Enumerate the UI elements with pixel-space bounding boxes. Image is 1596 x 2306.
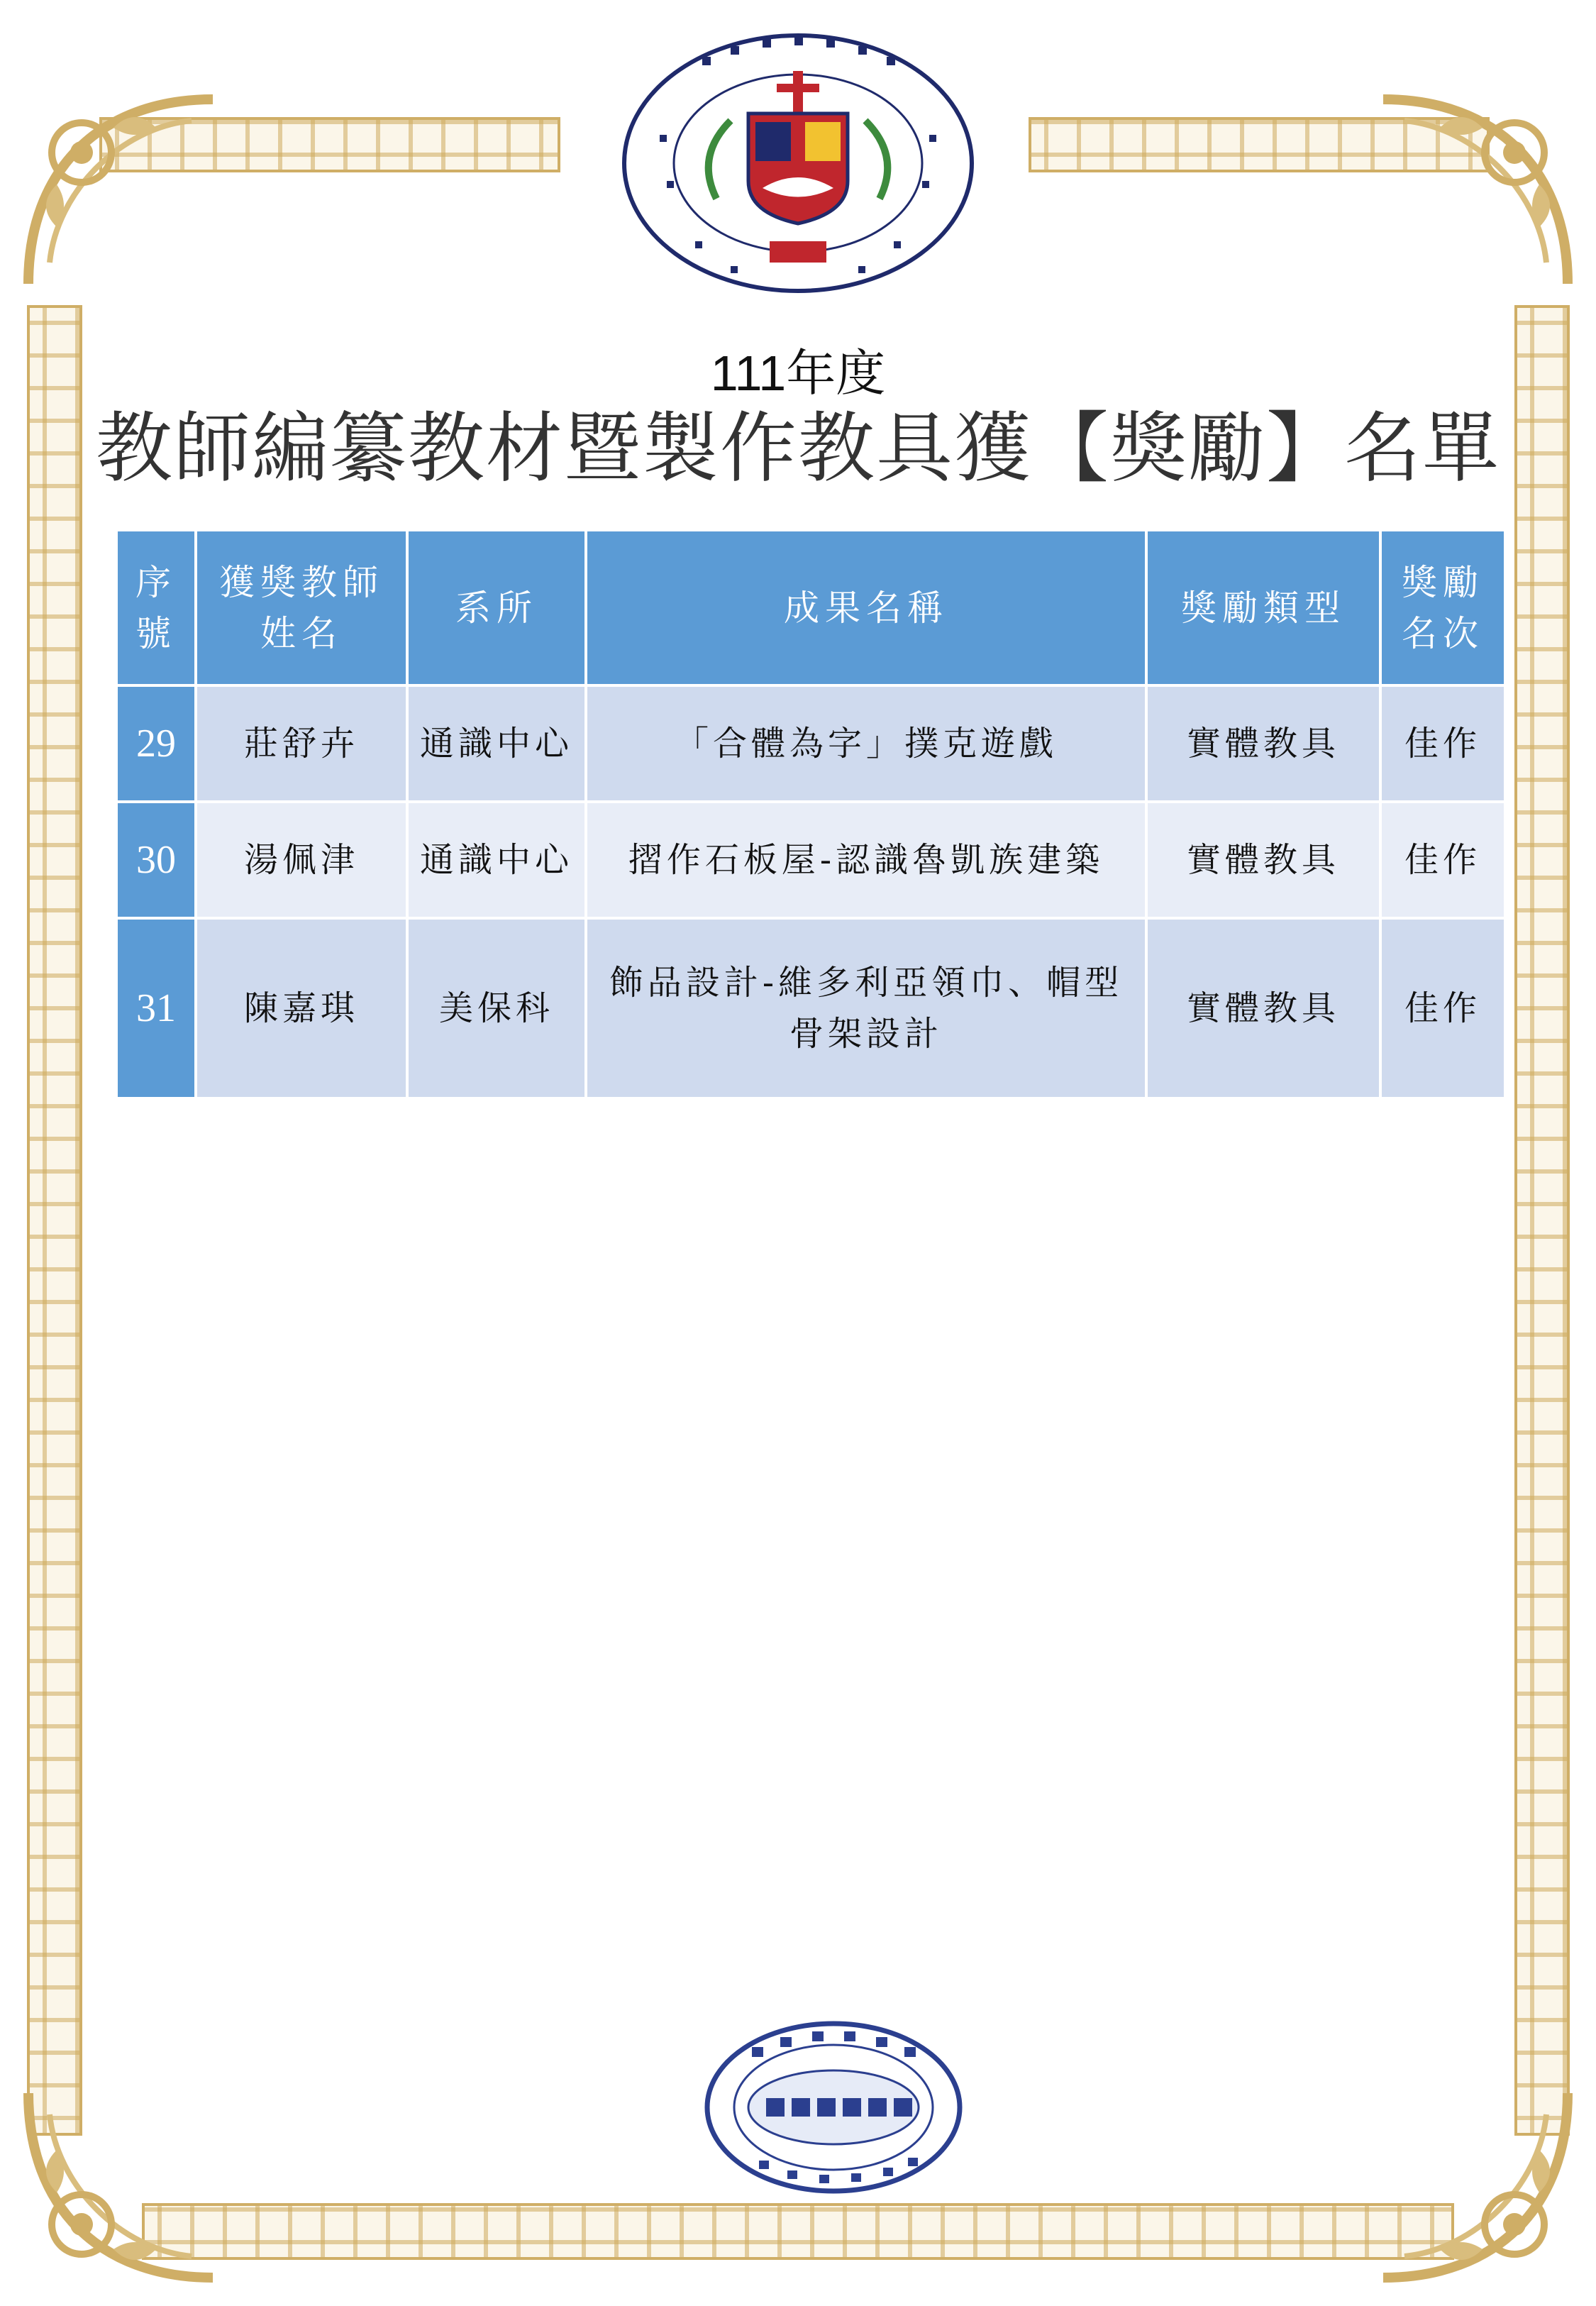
cell-award-rank: 佳作 xyxy=(1380,802,1505,918)
cell-work-title: 摺作石板屋-認識魯凱族建築 xyxy=(586,802,1146,918)
award-list-table xyxy=(115,529,1507,1100)
cell-award-rank: 佳作 xyxy=(1380,685,1505,802)
cell-serial: 30 xyxy=(116,802,196,918)
header-award-rank: 獎勵名次 xyxy=(1380,530,1505,685)
cell-award-type: 實體教具 xyxy=(1146,685,1380,802)
header-teacher-name: 獲獎教師姓名 xyxy=(196,530,407,685)
header-work-title: 成果名稱 xyxy=(586,530,1146,685)
cell-teacher-name: 陳嘉琪 xyxy=(196,918,407,1098)
ornament-corner-bottom-left xyxy=(14,2079,227,2292)
cell-serial: 29 xyxy=(116,685,196,802)
ornament-corner-top-right xyxy=(1369,85,1582,298)
header-serial: 序號 xyxy=(116,530,196,685)
cell-department: 通識中心 xyxy=(407,685,586,802)
table-header-row xyxy=(116,530,1505,685)
school-logo xyxy=(617,28,979,298)
cell-work-title: 飾品設計-維多利亞領巾、帽型骨架設計 xyxy=(586,918,1146,1098)
page-title: 教師編纂教材暨製作教具獲【獎勵】名單 xyxy=(95,404,1500,493)
table-row xyxy=(116,802,1505,918)
cell-award-type: 實體教具 xyxy=(1146,802,1380,918)
cell-serial: 31 xyxy=(116,918,196,1098)
cell-teacher-name: 湯佩津 xyxy=(196,802,407,918)
cell-department: 美保科 xyxy=(407,918,586,1098)
border-right-band xyxy=(1514,305,1570,2136)
table-row xyxy=(116,918,1505,1098)
teaching-center-seal xyxy=(702,2019,965,2196)
header-department: 系所 xyxy=(407,530,586,685)
ornament-corner-top-left xyxy=(14,85,227,298)
ornament-corner-bottom-right xyxy=(1369,2079,1582,2292)
cell-work-title: 「合體為字」撲克遊戲 xyxy=(586,685,1146,802)
table-row xyxy=(116,685,1505,802)
border-bottom-band xyxy=(142,2203,1454,2260)
cell-department: 通識中心 xyxy=(407,802,586,918)
cell-teacher-name: 莊舒卉 xyxy=(196,685,407,802)
cell-award-type: 實體教具 xyxy=(1146,918,1380,1098)
border-left-band xyxy=(27,305,82,2136)
header-award-type: 獎勵類型 xyxy=(1146,530,1380,685)
title-year: 111年度 xyxy=(710,346,886,401)
cell-award-rank: 佳作 xyxy=(1380,918,1505,1098)
